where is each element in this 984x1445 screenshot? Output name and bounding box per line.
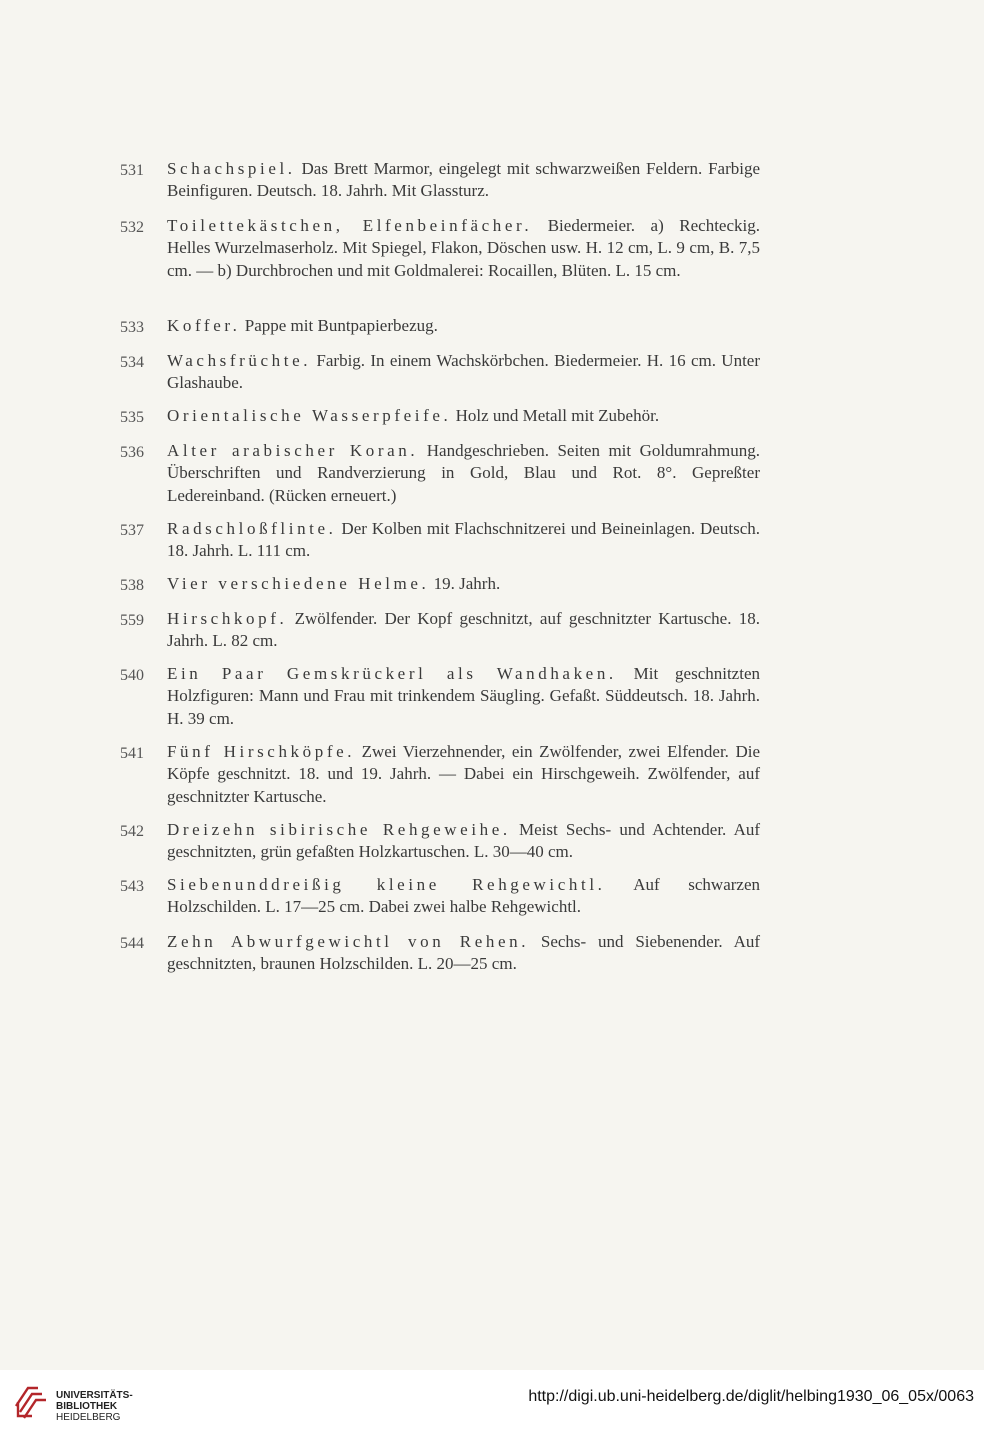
entry-number: 532 <box>120 219 144 236</box>
logo-line-3: HEIDELBERG <box>56 1412 121 1423</box>
entry-number: 543 <box>120 878 144 895</box>
entry-541 <box>120 741 760 808</box>
entry-text: Farbig. In einem Wachskörbchen. Biedermeier. H. 16 cm. Unter Glashaube. <box>167 351 760 393</box>
entry-number: 538 <box>120 577 144 594</box>
entry-title: Dreizehn sibirische Rehgeweihe. <box>167 820 511 839</box>
source-url-link[interactable]: http://digi.ub.uni-heidelberg.de/diglit/helbing1930_06_05x/0063 <box>528 1388 974 1405</box>
footer-bar <box>0 1370 984 1445</box>
entry-text: Meist Sechs- und Achtender. Auf geschnitzten, grün gefaßten Holzkartuschen. L. 30—40 cm. <box>167 820 761 862</box>
entry-540 <box>120 663 760 730</box>
entry-number: 536 <box>120 444 144 461</box>
entry-number: 535 <box>120 409 144 426</box>
entry-title: Toilettekästchen, Elfenbeinfächer. <box>167 216 533 235</box>
entry-533 <box>120 315 760 337</box>
logo-line-1: UNIVERSITÄTS- <box>56 1390 133 1401</box>
entry-title: Vier verschiedene Helme. <box>167 574 430 593</box>
entry-title: Hirschkopf. <box>167 609 288 628</box>
entry-text: Das Brett Marmor, eingelegt mit schwarzweißen Feldern. Farbige Beinfiguren. Deutsch. 18. Jahrh. Mit Glassturz. <box>167 159 760 201</box>
entry-535 <box>120 405 760 427</box>
entry-number: 559 <box>120 612 144 629</box>
entry-text: Holz und Metall mit Zubehör. <box>451 406 660 425</box>
entry-text: Auf schwarzen Holzschilden. L. 17—25 cm. Dabei zwei halbe Rehgewichtl. <box>167 875 760 917</box>
entry-text: 19. Jahrh. <box>429 574 501 593</box>
entry-537 <box>120 518 760 563</box>
entry-title: Wachsfrüchte. <box>167 351 312 370</box>
entry-544 <box>120 931 760 976</box>
entry-title: Orientalische Wasserpfeife. <box>167 406 452 425</box>
entry-538 <box>120 573 760 595</box>
entry-title: Koffer. <box>167 316 241 335</box>
entry-number: 540 <box>120 667 144 684</box>
entry-title: Radschloßflinte. <box>167 519 337 538</box>
entry-title: Ein Paar Gemskrückerl als Wandhaken. <box>167 664 617 683</box>
entry-number: 531 <box>120 162 144 179</box>
entry-number: 541 <box>120 745 144 762</box>
library-logo-text <box>56 1390 133 1423</box>
entry-542 <box>120 819 760 864</box>
entry-text: Biedermeier. a) Rechteckig. Helles Wurzelmaserholz. Mit Spiegel, Flakon, Döschen usw. H. 12 cm, L. 9 cm, B. 7,5 cm. — b) Durchbrochen und mit Goldmalerei: Rocaillen, Blüten. L. 15 cm. <box>167 216 760 280</box>
entry-number: 534 <box>120 354 144 371</box>
entry-text: Zwei Vierzehnender, ein Zwölfender, zwei Elfender. Die Köpfe geschnitzt. 18. und 19. Jahrh. — Dabei ein Hirschgeweih. Zwölfender, auf geschnitzter Kartusche. <box>167 742 760 806</box>
entry-number: 544 <box>120 935 144 952</box>
entry-531 <box>120 158 760 203</box>
entry-title: Schachspiel. <box>167 159 296 178</box>
entry-number: 533 <box>120 319 144 336</box>
entry-title: Zehn Abwurfgewichtl von Rehen. <box>167 932 530 951</box>
entry-number: 537 <box>120 522 144 539</box>
entry-number: 542 <box>120 823 144 840</box>
entry-text: Zwölfender. Der Kopf geschnitzt, auf geschnitzter Kartusche. 18. Jahrh. L. 82 cm. <box>167 609 760 651</box>
entry-text: Mit geschnitzten Holzfiguren: Mann und Frau mit trinkendem Säugling. Gefaßt. Süddeutsch. 18. Jahrh. H. 39 cm. <box>167 664 760 728</box>
entry-536 <box>120 440 760 507</box>
entry-title: Siebenunddreißig kleine Rehgewichtl. <box>167 875 606 894</box>
logo-line-2: BIBLIOTHEK <box>56 1401 118 1412</box>
entry-text: Der Kolben mit Flachschnitzerei und Beineinlagen. Deutsch. 18. Jahrh. L. 111 cm. <box>167 519 760 561</box>
entry-text: Sechs- und Siebenender. Auf geschnitzten, braunen Holzschilden. L. 20—25 cm. <box>167 932 761 974</box>
entry-559 <box>120 608 760 653</box>
entry-text: Pappe mit Buntpapierbezug. <box>240 316 438 335</box>
entry-534 <box>120 350 760 395</box>
entry-title: Alter arabischer Koran. <box>167 441 419 460</box>
entry-532 <box>120 215 760 282</box>
entry-text: Handgeschrieben. Seiten mit Goldumrahmung. Überschriften und Randverzierung in Gold, Blau und Rot. 8°. Gepreßter Ledereinband. (Rücken erneuert.) <box>167 441 760 505</box>
library-logo-icon <box>12 1384 48 1420</box>
entry-title: Fünf Hirschköpfe. <box>167 742 356 761</box>
entry-543 <box>120 874 760 919</box>
